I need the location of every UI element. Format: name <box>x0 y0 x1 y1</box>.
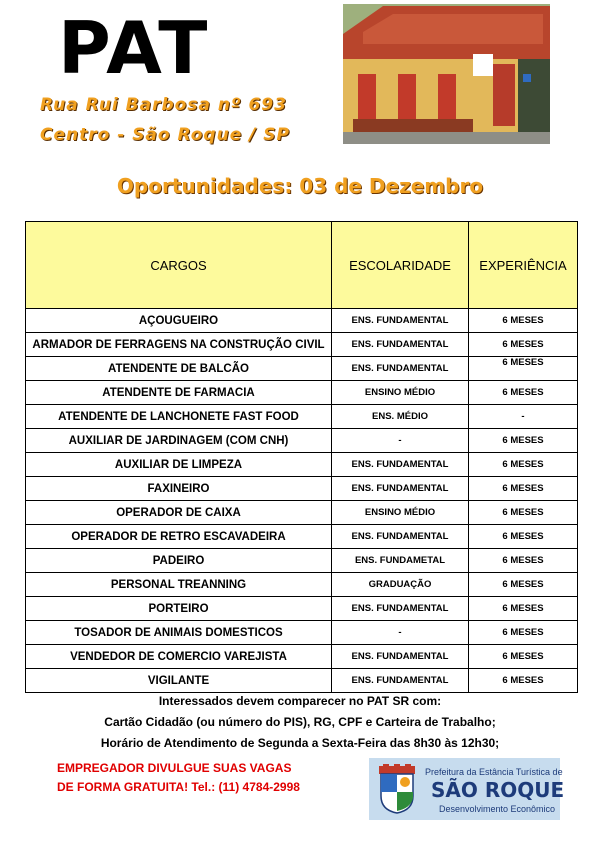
escolaridade-cell: ENSINO MÉDIO <box>332 501 469 525</box>
cargo-cell: VENDEDOR DE COMERCIO VAREJISTA <box>26 645 332 669</box>
cargo-cell: OPERADOR DE CAIXA <box>26 501 332 525</box>
table-row <box>26 381 578 405</box>
info-line-1: Interessados devem comparecer no PAT SR com: <box>158 694 442 708</box>
cargo-cell: PERSONAL TREANNING <box>26 573 332 597</box>
experiencia-cell: 6 MESES <box>469 477 578 501</box>
table-row <box>26 645 578 669</box>
escolaridade-cell: ENS. FUNDAMENTAL <box>332 453 469 477</box>
jobs-table <box>25 221 578 693</box>
cargo-cell: FAXINEIRO <box>26 477 332 501</box>
table-row <box>26 597 578 621</box>
logo-main-text: SÃO ROQUE <box>431 778 565 802</box>
cargo-cell: PADEIRO <box>26 549 332 573</box>
cargo-cell: ATENDENTE DE FARMACIA <box>26 381 332 405</box>
column-header-cargos: CARGOS <box>26 222 332 309</box>
experiencia-cell: 6 MESES <box>469 549 578 573</box>
table-row <box>26 333 578 357</box>
cargo-cell: ARMADOR DE FERRAGENS NA CONSTRUÇÃO CIVIL <box>26 333 332 357</box>
experiencia-cell: 6 MESES <box>469 597 578 621</box>
cargo-cell: TOSADOR DE ANIMAIS DOMESTICOS <box>26 621 332 645</box>
table-row <box>26 549 578 573</box>
experiencia-cell: 6 MESES <box>469 381 578 405</box>
experiencia-cell: 6 MESES <box>469 621 578 645</box>
column-header-experiencia: EXPERIÊNCIA <box>469 222 578 309</box>
escolaridade-cell: ENS. FUNDAMENTAL <box>332 525 469 549</box>
experiencia-cell: 6 MESES <box>469 333 578 357</box>
escolaridade-cell: ENS. FUNDAMENTAL <box>332 645 469 669</box>
info-line-3: Horário de Atendimento de Segunda a Sexta-Feira das 8h30 às 12h30; <box>100 736 500 750</box>
experiencia-cell: 6 MESES <box>469 645 578 669</box>
table-row <box>26 669 578 693</box>
experiencia-cell: 6 MESES <box>469 429 578 453</box>
logo-top-text: Prefeitura da Estância Turística de <box>425 767 563 777</box>
experiencia-cell: 6 MESES <box>469 525 578 549</box>
table-row <box>26 573 578 597</box>
experiencia-cell: 6 MESES <box>469 573 578 597</box>
address-line-2: Centro - São Roque / SP <box>40 125 290 145</box>
escolaridade-cell: ENS. FUNDAMENTAL <box>332 669 469 693</box>
escolaridade-cell: - <box>332 621 469 645</box>
table-row <box>26 453 578 477</box>
cargo-cell: ATENDENTE DE BALCÃO <box>26 357 332 381</box>
table-row <box>26 357 578 381</box>
experiencia-cell: 6 MESES <box>469 501 578 525</box>
escolaridade-cell: ENS. FUNDAMENTAL <box>332 333 469 357</box>
escolaridade-cell: ENS. FUNDAMENTAL <box>332 309 469 333</box>
table-row <box>26 501 578 525</box>
experiencia-cell: 6 MESES <box>469 669 578 693</box>
employer-notice-line-1: EMPREGADOR DIVULGUE SUAS VAGAS <box>57 761 292 775</box>
table-row <box>26 525 578 549</box>
escolaridade-cell: ENS. FUNDAMETAL <box>332 549 469 573</box>
table-row <box>26 621 578 645</box>
cargo-cell: OPERADOR DE RETRO ESCAVADEIRA <box>26 525 332 549</box>
escolaridade-cell: ENS. FUNDAMENTAL <box>332 477 469 501</box>
table-row <box>26 309 578 333</box>
experiencia-cell: 6 MESES <box>469 309 578 333</box>
cargo-cell: AUXILIAR DE LIMPEZA <box>26 453 332 477</box>
table-header-row <box>26 222 578 309</box>
cargo-cell: PORTEIRO <box>26 597 332 621</box>
building-photo <box>343 4 550 144</box>
info-line-2: Cartão Cidadão (ou número do PIS), RG, CPF e Carteira de Trabalho; <box>104 715 496 729</box>
escolaridade-cell: ENSINO MÉDIO <box>332 381 469 405</box>
escolaridade-cell: ENS. FUNDAMENTAL <box>332 597 469 621</box>
table-row <box>26 429 578 453</box>
escolaridade-cell: ENS. MÉDIO <box>332 405 469 429</box>
opportunities-title: Oportunidades: 03 de Dezembro <box>116 174 484 198</box>
page-title: PAT <box>58 6 210 90</box>
column-header-escolaridade: ESCOLARIDADE <box>332 222 469 309</box>
logo-sub-text: Desenvolvimento Econômico <box>439 804 556 814</box>
experiencia-cell: 6 MESES <box>469 453 578 477</box>
address-line-1: Rua Rui Barbosa nº 693 <box>40 95 287 115</box>
escolaridade-cell: ENS. FUNDAMENTAL <box>332 357 469 381</box>
table-row <box>26 477 578 501</box>
escolaridade-cell: - <box>332 429 469 453</box>
cargo-cell: AÇOUGUEIRO <box>26 309 332 333</box>
table-row <box>26 405 578 429</box>
cargo-cell: ATENDENTE DE LANCHONETE FAST FOOD <box>26 405 332 429</box>
city-crest-icon <box>377 764 417 814</box>
sao-roque-logo <box>369 758 565 820</box>
employer-notice-line-2: DE FORMA GRATUITA! Tel.: (11) 4784-2998 <box>57 780 300 794</box>
experiencia-cell: 6 MESES <box>469 357 578 381</box>
cargo-cell: VIGILANTE <box>26 669 332 693</box>
cargo-cell: AUXILIAR DE JARDINAGEM (COM CNH) <box>26 429 332 453</box>
experiencia-cell: - <box>469 405 578 429</box>
escolaridade-cell: GRADUAÇÃO <box>332 573 469 597</box>
